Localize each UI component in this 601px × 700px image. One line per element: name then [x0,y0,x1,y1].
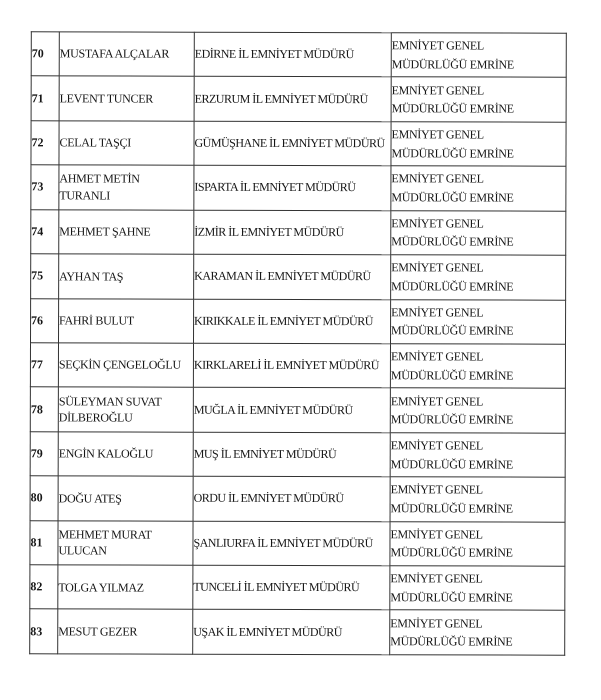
new-assignment-line: MÜDÜRLÜĞÜ EMRİNE [390,590,513,605]
new-assignment-line: EMNİYET GENEL [390,482,483,497]
current-post-cell [194,121,391,166]
officer-name-line: ULUCAN [58,543,107,558]
officer-name-cell [58,432,193,477]
new-assignment-line: MÜDÜRLÜĞÜ EMRİNE [390,456,513,472]
officer-name-line: ENGİN KALOĞLU [58,446,154,461]
personnel-reassignment-table [29,31,567,655]
row-number-cell [30,343,58,387]
new-assignment-line: EMNİYET GENEL [391,38,485,53]
roster-body [30,32,567,655]
row-number: 82 [30,579,43,594]
table-row [31,165,566,211]
new-assignment-line: MÜDÜRLÜĞÜ EMRİNE [391,56,514,72]
row-number-cell [30,432,58,476]
new-assignment-cell [391,77,566,122]
officer-name-line: AHMET METİN [59,171,140,187]
officer-name-cell [58,521,193,566]
officer-name-cell [59,121,194,166]
new-assignment-cell [391,166,566,211]
row-number: 83 [30,624,43,639]
row-number: 80 [30,490,43,505]
officer-name-line: DİLBEROĞLU [58,410,133,425]
table-row [31,121,566,167]
officer-name-cell [58,565,193,610]
current-post-cell [194,165,391,210]
row-number: 78 [30,401,43,416]
current-post: GÜMÜŞHANE İL EMNİYET MÜDÜRÜ [194,135,385,151]
new-assignment-line: MÜDÜRLÜĞÜ EMRİNE [390,501,513,516]
current-post: ERZURUM İL EMNİYET MÜDÜRÜ [194,91,368,106]
officer-name-line: TURANLI [59,188,110,203]
row-number-cell [31,165,59,209]
new-assignment-line: MÜDÜRLÜĞÜ EMRİNE [391,323,514,338]
officer-name-cell [59,165,194,210]
officer-name-cell [58,609,193,654]
new-assignment-line: MÜDÜRLÜĞÜ EMRİNE [391,279,514,294]
current-post: EDİRNE İL EMNİYET MÜDÜRÜ [194,46,354,62]
row-number: 76 [31,313,44,328]
new-assignment-line: EMNİYET GENEL [390,527,483,542]
table-row [31,254,566,300]
new-assignment-cell [391,255,566,300]
row-number-cell [31,298,59,342]
row-number: 81 [30,535,43,550]
new-assignment-line: EMNİYET GENEL [390,349,484,364]
row-number-cell [31,209,59,253]
officer-name-line: CELAL TAŞÇI [59,135,131,150]
current-post: TUNCELİ İL EMNİYET MÜDÜRÜ [193,579,360,595]
row-number-cell [30,387,58,431]
current-post-cell [193,610,390,655]
new-assignment-line: EMNİYET GENEL [390,571,483,586]
row-number: 73 [31,179,44,194]
current-post: UŞAK İL EMNİYET MÜDÜRÜ [193,624,342,639]
row-number-cell [30,609,58,654]
current-post: KIRIKKALE İL EMNİYET MÜDÜRÜ [194,313,373,328]
new-assignment-line: MÜDÜRLÜĞÜ EMRİNE [390,634,513,649]
officer-name-line: MESUT GEZER [58,624,138,639]
new-assignment-line: MÜDÜRLÜĞÜ EMRİNE [391,145,514,161]
new-assignment-cell [390,477,565,522]
new-assignment-line: EMNİYET GENEL [390,393,484,409]
row-number-cell [30,520,58,564]
current-post: KIRKLARELİ İL EMNİYET MÜDÜRÜ [193,357,379,373]
officer-name-line: MUSTAFA ALÇALAR [59,46,170,62]
row-number: 77 [30,357,43,372]
officer-name-cell [59,298,194,343]
new-assignment-line: EMNİYET GENEL [390,615,483,631]
new-assignment-line: MÜDÜRLÜĞÜ EMRİNE [391,101,514,116]
new-assignment-line: MÜDÜRLÜĞÜ EMRİNE [390,412,514,427]
row-number-cell [31,254,59,298]
officer-name-cell [59,32,194,77]
officer-name-cell [58,343,193,388]
officer-name-cell [59,76,194,121]
new-assignment-line: EMNİYET GENEL [391,304,484,320]
table-row [31,76,566,122]
current-post-cell [194,77,391,122]
row-number: 71 [31,90,44,105]
officer-name-line: AYHAN TAŞ [59,268,124,284]
officer-name-line: TOLGA YILMAZ [58,579,144,595]
table-row [31,298,566,344]
current-post-cell [193,388,390,433]
officer-name-line: DOĞU ATEŞ [58,491,122,506]
officer-name-line: MEHMET ŞAHNE [59,224,151,239]
row-number: 72 [31,135,44,150]
row-number: 74 [31,224,44,239]
row-number-cell [31,121,59,165]
current-post-cell [193,521,390,566]
current-post: MUĞLA İL EMNİYET MÜDÜRÜ [193,402,353,417]
new-assignment-cell [390,566,565,611]
new-assignment-line: EMNİYET GENEL [391,82,484,98]
new-assignment-cell [391,122,566,167]
new-assignment-cell [390,610,565,655]
current-post: İZMİR İL EMNİYET MÜDÜRÜ [194,224,344,240]
new-assignment-line: EMNİYET GENEL [391,260,484,275]
current-post-cell [194,32,391,77]
row-number: 70 [31,46,44,61]
table-row [30,432,565,478]
new-assignment-cell [391,33,566,78]
officer-name-cell [59,254,194,299]
new-assignment-cell [390,344,565,389]
current-post-cell [194,299,391,344]
officer-name-line: FAHRİ BULUT [59,313,134,328]
current-post-cell [193,565,390,610]
current-post: KARAMAN İL EMNİYET MÜDÜRÜ [194,269,371,284]
row-number-cell [30,476,58,520]
officer-name-line: SÜLEYMAN SUVAT [58,393,162,409]
new-assignment-cell [390,388,565,433]
row-number-cell [30,565,58,609]
officer-name-cell [58,476,193,521]
officer-name-line: SEÇKİN ÇENGELOĞLU [58,357,181,373]
officer-name-cell [59,210,194,255]
row-number: 79 [30,446,43,461]
current-post-cell [193,432,390,477]
new-assignment-cell [390,433,565,478]
table-row [30,387,565,433]
table-row [30,520,565,566]
current-post: ISPARTA İL EMNİYET MÜDÜRÜ [194,180,356,195]
table-row [31,32,566,78]
new-assignment-line: EMNİYET GENEL [391,127,484,142]
current-post: ORDU İL EMNİYET MÜDÜRÜ [193,491,344,506]
new-assignment-line: EMNİYET GENEL [391,171,484,186]
officer-name-cell [58,387,193,432]
new-assignment-line: MÜDÜRLÜĞÜ EMRİNE [391,190,514,205]
new-assignment-cell [391,210,566,255]
officer-name-line: LEVENT TUNCER [59,91,153,106]
new-assignment-line: MÜDÜRLÜĞÜ EMRİNE [391,234,514,249]
new-assignment-line: EMNİYET GENEL [391,216,484,231]
current-post-cell [193,476,390,521]
officer-name-line: MEHMET MURAT [58,527,152,542]
new-assignment-cell [390,299,565,344]
table-row [30,343,565,389]
row-number: 75 [31,268,44,283]
table-row [30,609,565,655]
table-row [30,476,565,522]
new-assignment-line: MÜDÜRLÜĞÜ EMRİNE [390,367,514,383]
current-post-cell [194,254,391,299]
new-assignment-cell [390,521,565,566]
row-number-cell [31,76,59,120]
row-number-cell [31,32,59,76]
current-post-cell [193,343,390,388]
table-row [30,565,565,611]
current-post: MUŞ İL EMNİYET MÜDÜRÜ [193,446,337,462]
current-post-cell [194,210,391,255]
table-row [31,209,566,255]
current-post: ŞANLIURFA İL EMNİYET MÜDÜRÜ [193,535,373,551]
new-assignment-line: MÜDÜRLÜĞÜ EMRİNE [390,545,513,560]
new-assignment-line: EMNİYET GENEL [390,438,483,453]
